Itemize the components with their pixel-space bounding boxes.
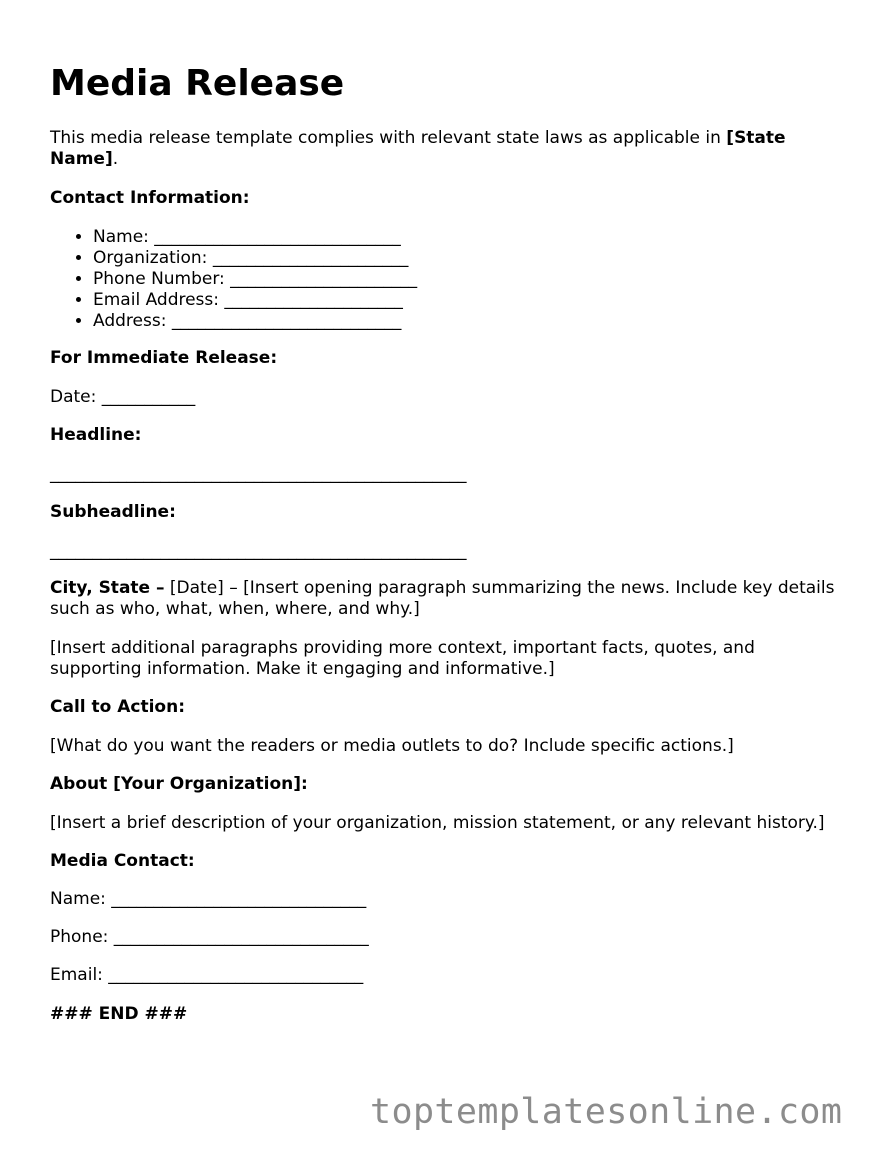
state-name-placeholder: [State Name] — [50, 128, 786, 169]
media-contact-heading: Media Contact: — [50, 851, 195, 871]
location-label: City, State – — [50, 578, 165, 598]
headline-heading: Headline: — [50, 425, 142, 445]
release-heading: For Immediate Release: — [50, 348, 278, 368]
headline-line: _________________________________________________ — [50, 464, 467, 484]
about-text: [Insert a brief description of your organization, mission statement, or any relevant history.] — [50, 813, 825, 833]
opening-paragraph — [50, 578, 840, 620]
media-contact-name: Name: ______________________________ — [50, 889, 367, 909]
subheadline-heading: Subheadline: — [50, 502, 176, 522]
additional-paragraph: [Insert additional paragraphs providing more context, important facts, quotes, and supporting information. Make it engaging and informative.] — [50, 638, 755, 679]
contact-item-address: • Address: ___________________________ — [93, 311, 417, 332]
contact-item-phone: • Phone Number: ______________________ — [93, 269, 417, 290]
contact-heading: Contact Information: — [50, 188, 250, 208]
opening-text: [Date] – [Insert opening paragraph summarizing the news. Include key details such as who, what, when, where, and why.] — [50, 578, 835, 619]
intro-text: This media release template complies with relevant state laws as applicable in — [50, 128, 727, 148]
cta-text: [What do you want the readers or media outlets to do? Include specific actions.] — [50, 736, 734, 756]
media-contact-phone: Phone: ______________________________ — [50, 927, 369, 947]
contact-item-email: • Email Address: _____________________ — [93, 290, 417, 311]
about-heading: About [Your Organization]: — [50, 774, 308, 794]
subheadline-line: _________________________________________________ — [50, 541, 467, 561]
end-marker: ### END ### — [50, 1004, 188, 1024]
intro-end: . — [112, 149, 119, 169]
media-contact-email: Email: ______________________________ — [50, 965, 364, 985]
watermark: toptemplatesonline.com — [370, 1092, 843, 1132]
release-date: Date: ___________ — [50, 387, 196, 407]
contact-list — [50, 227, 417, 332]
intro-paragraph — [50, 128, 840, 170]
page-title: Media Release — [50, 63, 345, 104]
contact-item-name: • Name: _____________________________ — [93, 227, 417, 248]
contact-item-organization: • Organization: _______________________ — [93, 248, 417, 269]
cta-heading: Call to Action: — [50, 697, 186, 717]
